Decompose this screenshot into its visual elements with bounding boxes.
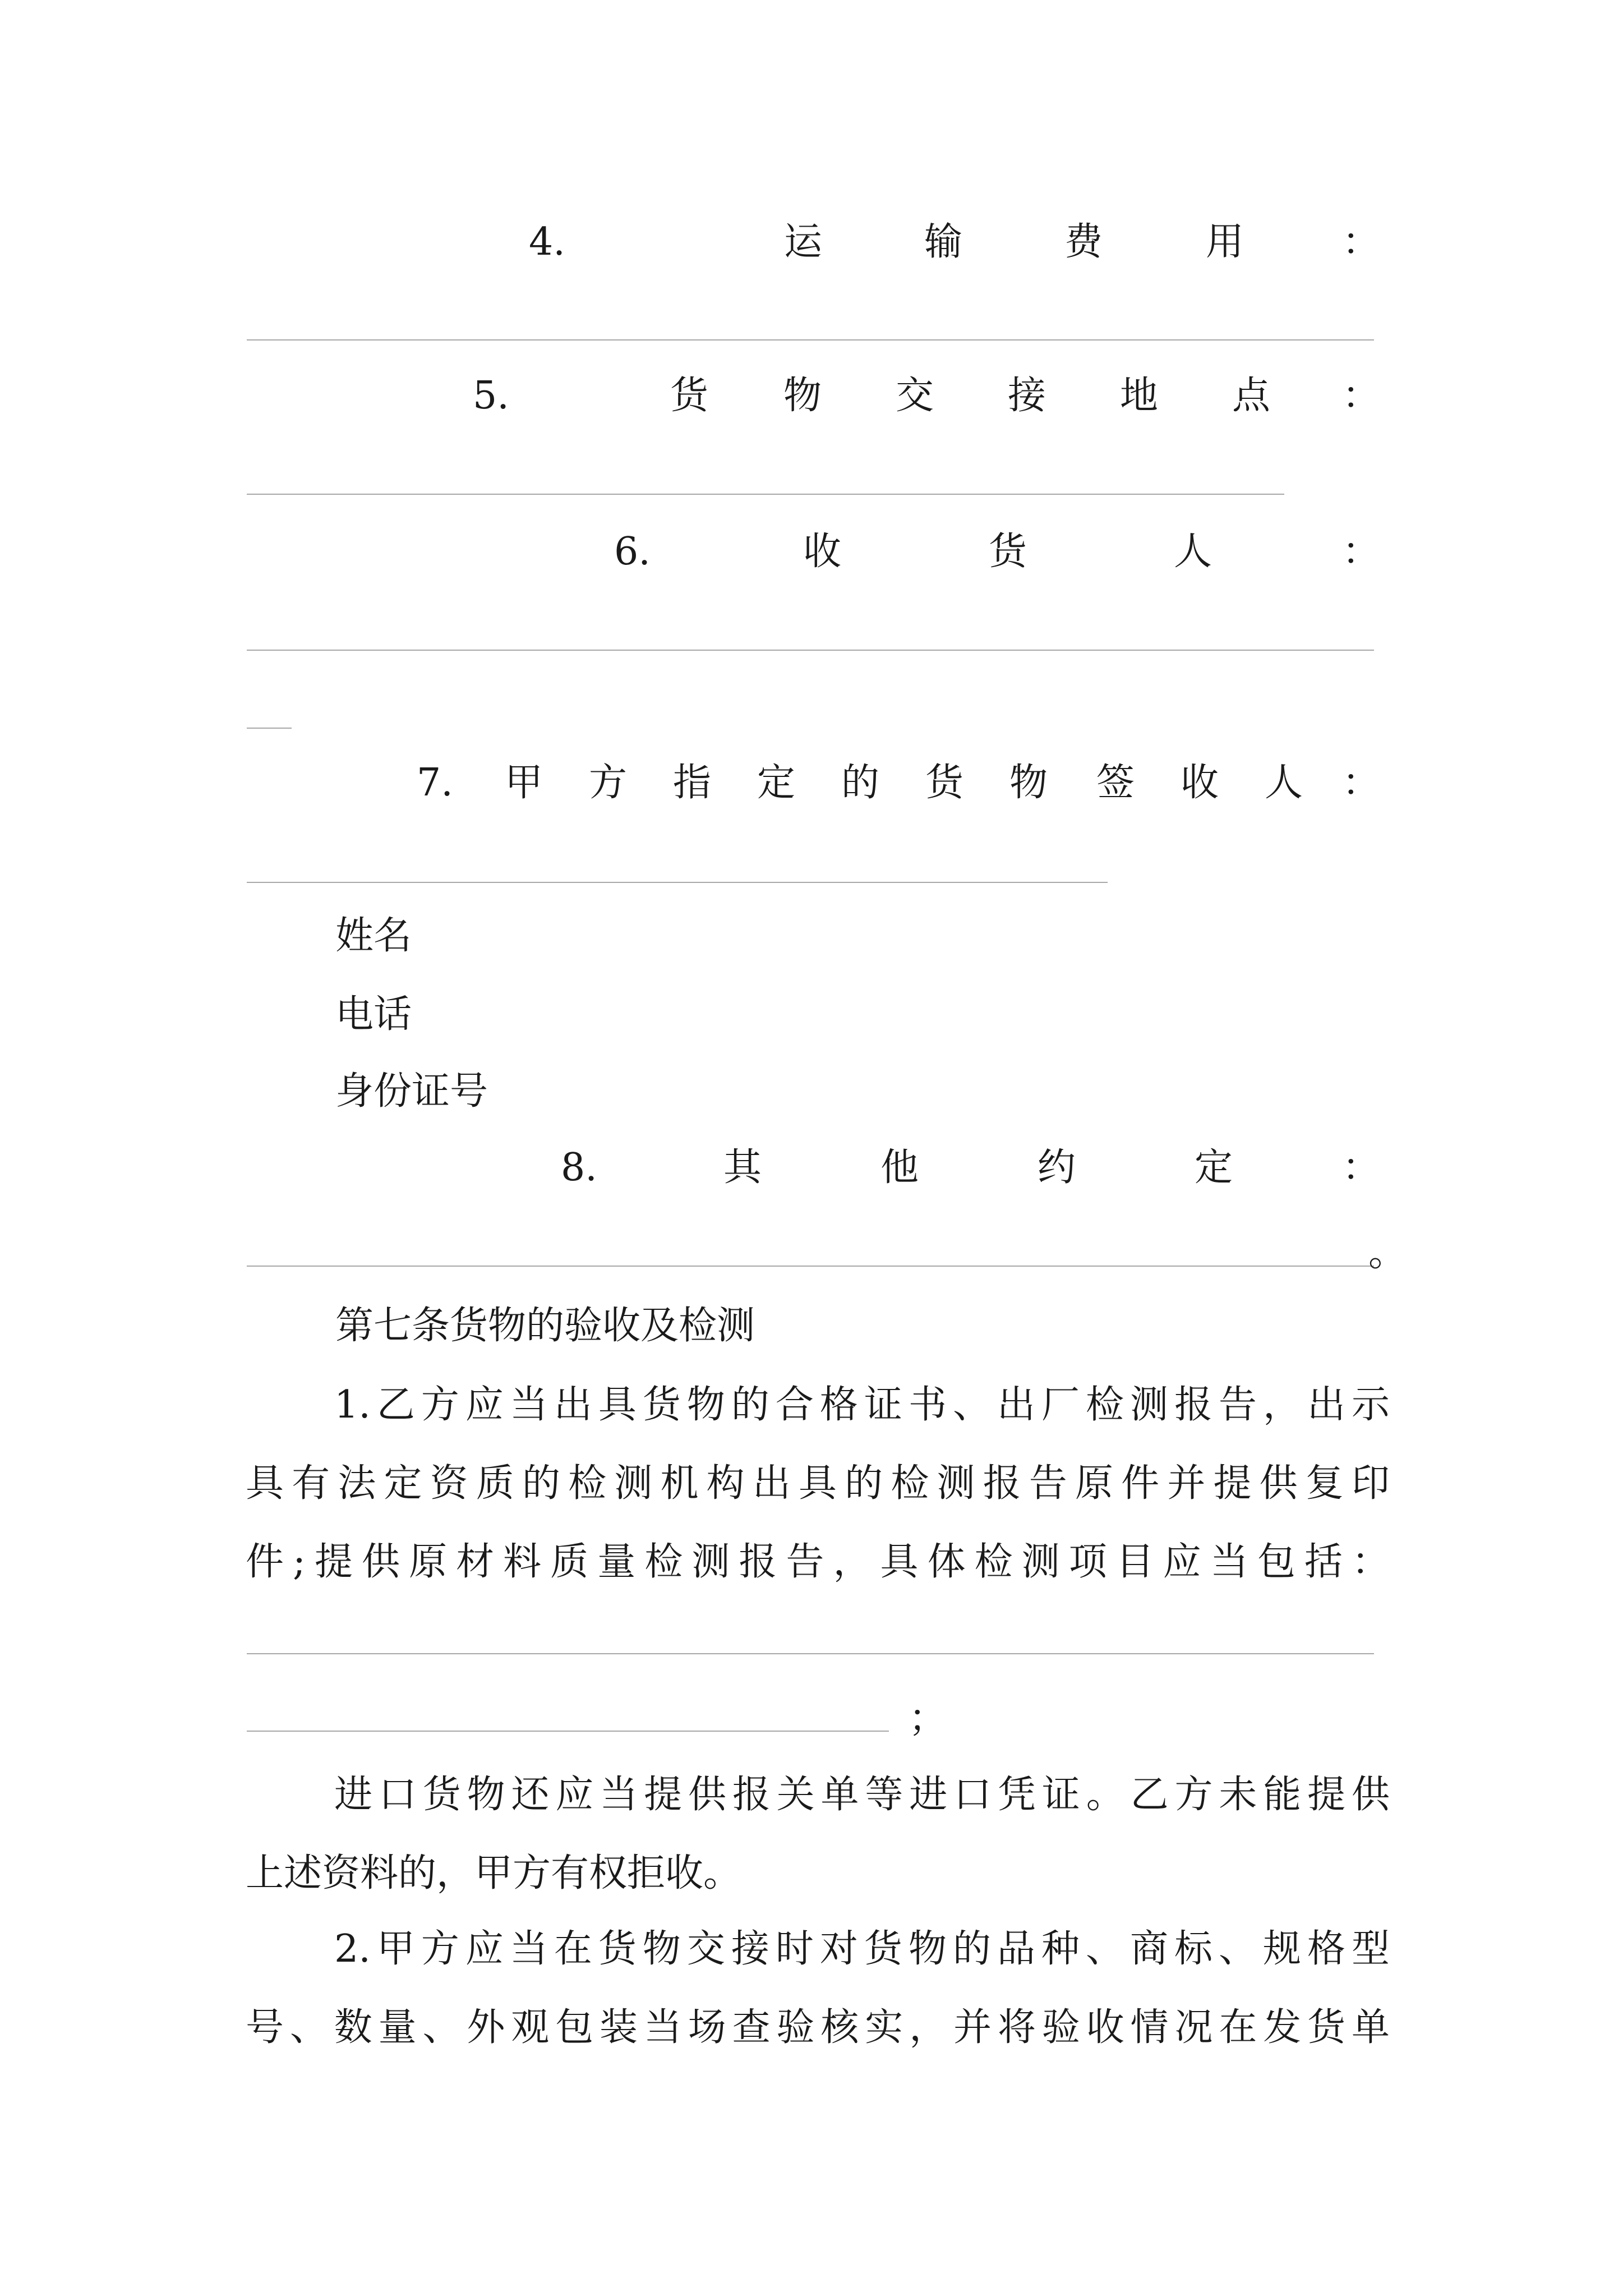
item-6-char: 货 — [989, 530, 1027, 574]
item-7-number: 7. — [417, 761, 453, 805]
item-7-char: 方 — [589, 761, 628, 805]
paragraph-1-line-2: 具有法定资质的检测机构出具的检测报告原件并提供复印 — [246, 1461, 1390, 1506]
item-5-char: 地 — [1120, 374, 1159, 418]
paragraph-1-line-3: 件;提供原材料质量检测报告，具体检测项目应当包括： — [246, 1540, 1390, 1584]
item-8-colon: ： — [1342, 1145, 1381, 1190]
item-8-end-mark: 。 — [1368, 1231, 1407, 1275]
item-8-char: 定 — [1195, 1145, 1233, 1190]
item-7-char: 物 — [1009, 761, 1048, 805]
article-7-title: 第七条货物的验收及检测 — [335, 1304, 755, 1348]
paragraph-3-line-1: 2.甲方应当在货物交接时对货物的品种、商标、规格型 — [334, 1927, 1390, 1971]
item-6-colon: ： — [1342, 530, 1381, 574]
item-4-colon: ： — [1342, 220, 1381, 264]
item-5-blank-line — [247, 494, 1284, 495]
paragraph-2-line-2: 上述资料的，甲方有权拒收。 — [246, 1851, 742, 1895]
item-4-blank-line — [247, 339, 1374, 341]
inspection-items-blank-line-2 — [247, 1731, 889, 1732]
item-8 — [0, 1145, 1623, 1194]
item-6-char: 人 — [1174, 530, 1212, 574]
item-4-number: 4. — [529, 220, 565, 264]
item-4-char: 输 — [924, 220, 963, 264]
item-7 — [0, 761, 1623, 809]
item-7-char: 定 — [757, 761, 796, 805]
paragraph-2-line-1: 进口货物还应当提供报关单等进口凭证。乙方未能提供 — [334, 1773, 1390, 1817]
signer-field-name: 姓名 — [335, 914, 412, 958]
item-5-char: 接 — [1008, 374, 1046, 418]
item-7-char: 指 — [673, 761, 712, 805]
item-8-number: 8. — [561, 1145, 597, 1190]
item-7-char: 收 — [1181, 761, 1219, 805]
item-8-char: 约 — [1038, 1145, 1076, 1190]
item-7-char: 货 — [925, 761, 964, 805]
item-6-blank-line — [247, 650, 1374, 651]
inspection-items-end-mark: ； — [909, 1696, 947, 1741]
item-8-char: 他 — [880, 1145, 919, 1190]
item-7-char: 甲 — [505, 761, 543, 805]
item-8-char: 其 — [723, 1145, 762, 1190]
paragraph-3 — [246, 1910, 1390, 2067]
inspection-items-blank-line-1 — [247, 1653, 1374, 1654]
paragraph-3-line-2: 号、数量、外观包装当场查验核实，并将验收情况在发货单 — [246, 2005, 1390, 2050]
item-4 — [0, 220, 1623, 268]
paragraph-1-line-1: 1.乙方应当出具货物的合格证书、出厂检测报告，出示 — [334, 1383, 1390, 1427]
item-6-char: 收 — [803, 530, 842, 574]
item-5-colon: ： — [1342, 374, 1381, 418]
item-6-number: 6. — [614, 530, 651, 574]
signer-field-id-number: 身份证号 — [335, 1069, 488, 1114]
item-7-blank-line — [247, 882, 1108, 883]
item-5-char: 交 — [896, 374, 934, 418]
item-6 — [0, 530, 1623, 578]
item-6-blank-line-tail — [247, 728, 292, 729]
item-5-number: 5. — [473, 374, 509, 418]
item-5-char: 物 — [783, 374, 822, 418]
item-7-char: 人 — [1265, 761, 1303, 805]
item-7-char: 的 — [841, 761, 880, 805]
paragraph-1 — [246, 1366, 1390, 1602]
paragraph-2 — [246, 1756, 1390, 1913]
item-4-char: 运 — [784, 220, 823, 264]
item-5 — [0, 374, 1623, 422]
item-4-char: 用 — [1206, 220, 1244, 264]
item-5-char: 货 — [670, 374, 709, 418]
item-5-char: 点 — [1232, 374, 1271, 418]
item-7-char: 签 — [1096, 761, 1135, 805]
item-4-char: 费 — [1064, 220, 1103, 264]
item-8-blank-line — [247, 1266, 1374, 1267]
signer-field-phone: 电话 — [335, 992, 412, 1037]
item-7-colon: ： — [1342, 761, 1381, 805]
